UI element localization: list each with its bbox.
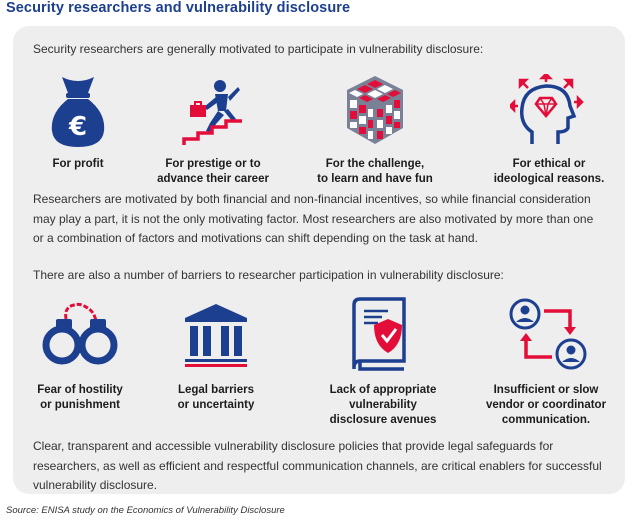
climbing-stairs-icon (180, 77, 246, 147)
barrier-label-avenues: Lack of appropriate vulnerability disclosure avenues (329, 384, 437, 426)
rubiks-cube-icon (343, 72, 407, 150)
handcuffs-icon (40, 297, 120, 367)
barrier-label-hostility: Fear of hostility or punishment (37, 384, 123, 411)
barrier-label-communication: Insufficient or slow vendor or coordinator communication. (485, 384, 607, 426)
motivation-label-ethical: For ethical or ideological reasons. (493, 158, 605, 185)
courthouse-icon (183, 302, 249, 368)
motivation-label-prestige: For prestige or to advance their career (157, 158, 269, 185)
motivations-intro: Security researchers are generally motivated to participate in vulnerability disclosure: (33, 42, 484, 56)
motivation-label-profit: For profit (52, 158, 104, 170)
policy-book-shield-icon (348, 295, 414, 373)
closing-paragraph: Clear, transparent and accessible vulnerability disclosure policies that provide legal safeguards for researchers, as well as efficient and respectful communication channels, are critical enablers for successful vulnerability disclosure. (33, 439, 602, 492)
barriers-intro: There are also a number of barriers to researcher participation in vulnerability disclosure: (33, 268, 504, 282)
head-diamond-icon (510, 74, 586, 150)
money-bag-euro-icon (48, 73, 108, 149)
svg-text:€: € (68, 112, 88, 142)
people-exchange-icon (508, 297, 590, 373)
source-note: Source: ENISA study on the Economics of Vulnerability Disclosure (6, 505, 285, 516)
motivation-paragraph: Researchers are motivated by both financial and non-financial incentives, so while financial consideration may play a part, it is not the only motivating factor. Most researchers are also motivated by more than one or a combination of factors and motivations can shift depending on the task at hand. (33, 192, 594, 245)
motivation-label-challenge: For the challenge, to learn and have fun (317, 158, 433, 185)
barrier-label-legal: Legal barriers or uncertainty (177, 384, 255, 411)
page-title: Security researchers and vulnerability disclosure (6, 0, 351, 16)
